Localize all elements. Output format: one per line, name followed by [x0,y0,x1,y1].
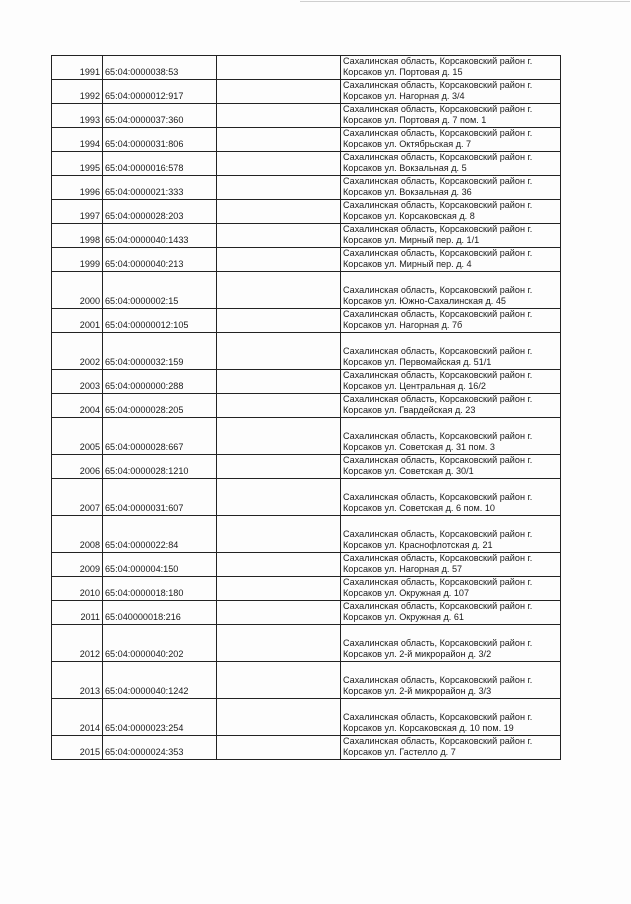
address-line-region: Сахалинская область, Корсаковский район г. [343,128,533,138]
address-line-street: Корсаков ул. Мирный пер. д. 4 [343,259,472,269]
address-line-region: Сахалинская область, Корсаковский район г. [343,529,533,539]
table-body [52,56,561,760]
table-row [52,553,561,577]
address-line-region: Сахалинская область, Корсаковский район г. [343,309,533,319]
address-line-region: Сахалинская область, Корсаковский район г. [343,152,533,162]
table-row [52,152,561,176]
address-line-street: Корсаков ул. Окружная д. 107 [343,588,470,598]
address-cell [341,56,561,80]
empty-cell [217,224,341,248]
empty-cell [217,699,341,736]
cadastral-number: 65:04:0000000:288 [103,370,217,394]
address-line-region: Сахалинская область, Корсаковский район г. [343,553,533,563]
table-row [52,601,561,625]
address-line-region: Сахалинская область, Корсаковский район г. [343,736,533,746]
empty-cell [217,128,341,152]
address-line-street: Корсаков ул. 2-й микрорайон д. 3/2 [343,649,492,659]
empty-cell [217,601,341,625]
empty-cell [217,516,341,553]
address-line-region: Сахалинская область, Корсаковский район г. [343,675,533,685]
address-cell [341,625,561,662]
address-cell [341,370,561,394]
address-line-street: Корсаков ул. Гастелло д. 7 [343,747,456,757]
address-line-street: Корсаков ул. Нагорная д. 7б [343,320,463,330]
address-cell [341,553,561,577]
cadastral-number: 65:04:00000012:105 [103,309,217,333]
address-line-street: Корсаков ул. Краснофлотская д. 21 [343,540,493,550]
empty-cell [217,455,341,479]
address-line-street: Корсаков ул. Советская д. 30/1 [343,466,474,476]
table-row [52,516,561,553]
address-line-street: Корсаков ул. Нагорная д. 57 [343,564,463,574]
row-number: 1991 [52,56,103,80]
address-line-region: Сахалинская область, Корсаковский район г. [343,370,533,380]
address-cell [341,516,561,553]
address-line-region: Сахалинская область, Корсаковский район г. [343,346,533,356]
address-line-street: Корсаков ул. Первомайская д. 51/1 [343,357,492,367]
address-cell [341,152,561,176]
row-number: 2001 [52,309,103,333]
cadastral-number: 65:04:0000028:203 [103,200,217,224]
cadastral-number: 65:04:0000028:667 [103,418,217,455]
empty-cell [217,625,341,662]
empty-cell [217,577,341,601]
table-row [52,80,561,104]
cadastral-number: 65:04:0000021:333 [103,176,217,200]
empty-cell [217,479,341,516]
address-cell [341,128,561,152]
cadastral-number: 65:04:0000040:1433 [103,224,217,248]
address-line-street: Корсаков ул. Южно-Сахалинская д. 45 [343,296,506,306]
address-line-region: Сахалинская область, Корсаковский район г. [343,394,533,404]
address-cell [341,601,561,625]
address-line-street: Корсаков ул. Вокзальная д. 5 [343,163,467,173]
row-number: 1994 [52,128,103,152]
cadastral-number: 65:040000018:216 [103,601,217,625]
address-cell [341,662,561,699]
empty-cell [217,333,341,370]
address-cell [341,333,561,370]
address-line-street: Корсаков ул. Советская д. 6 пом. 10 [343,503,495,513]
table-row [52,309,561,333]
table-row [52,224,561,248]
address-line-region: Сахалинская область, Корсаковский район г. [343,492,533,502]
table-row [52,479,561,516]
cadastral-number: 65:04:0000040:213 [103,248,217,272]
empty-cell [217,152,341,176]
table-row [52,333,561,370]
table-row [52,736,561,760]
address-cell [341,418,561,455]
row-number: 1997 [52,200,103,224]
empty-cell [217,662,341,699]
address-line-region: Сахалинская область, Корсаковский район г. [343,224,533,234]
cadastral-number: 65:04:0000016:578 [103,152,217,176]
table-row [52,56,561,80]
row-number: 2005 [52,418,103,455]
empty-cell [217,56,341,80]
table-row [52,370,561,394]
cadastral-number: 65:04:0000024:353 [103,736,217,760]
cadastral-number: 65:04:0000022:84 [103,516,217,553]
cadastral-number: 65:04:0000040:202 [103,625,217,662]
address-cell [341,577,561,601]
cadastral-number: 65:04:0000023:254 [103,699,217,736]
row-number: 1999 [52,248,103,272]
address-cell [341,248,561,272]
table-row [52,394,561,418]
cadastral-number: 65:04:0000031:806 [103,128,217,152]
address-line-region: Сахалинская область, Корсаковский район г. [343,56,533,66]
row-number: 1993 [52,104,103,128]
table-row [52,625,561,662]
row-number: 2002 [52,333,103,370]
address-line-street: Корсаков ул. Центральная д. 16/2 [343,381,486,391]
empty-cell [217,176,341,200]
row-number: 1998 [52,224,103,248]
cadastral-number: 65:04:0000012:917 [103,80,217,104]
address-line-street: Корсаков ул. Портовая д. 7 пом. 1 [343,115,487,125]
property-registry-table [51,55,561,760]
address-cell [341,176,561,200]
address-line-region: Сахалинская область, Корсаковский район г. [343,431,533,441]
empty-cell [217,418,341,455]
address-line-region: Сахалинская область, Корсаковский район г. [343,80,533,90]
address-line-street: Корсаков ул. Нагорная д. 3/4 [343,91,465,101]
address-cell [341,736,561,760]
empty-cell [217,200,341,224]
address-cell [341,479,561,516]
row-number: 1992 [52,80,103,104]
address-line-street: Корсаков ул. 2-й микрорайон д. 3/3 [343,686,492,696]
row-number: 2007 [52,479,103,516]
address-line-region: Сахалинская область, Корсаковский район г. [343,455,533,465]
address-cell [341,394,561,418]
row-number: 2006 [52,455,103,479]
address-line-street: Корсаков ул. Советская д. 31 пом. 3 [343,442,495,452]
empty-cell [217,370,341,394]
row-number: 2010 [52,577,103,601]
address-line-region: Сахалинская область, Корсаковский район г. [343,176,533,186]
scan-edge-line [300,1,630,2]
table-row [52,200,561,224]
empty-cell [217,553,341,577]
cadastral-number: 65:04:000004:150 [103,553,217,577]
cadastral-number: 65:04:0000028:205 [103,394,217,418]
address-line-region: Сахалинская область, Корсаковский район г. [343,200,533,210]
address-line-street: Корсаков ул. Гвардейская д. 23 [343,405,476,415]
table-row [52,248,561,272]
address-line-region: Сахалинская область, Корсаковский район г. [343,601,533,611]
empty-cell [217,309,341,333]
row-number: 2012 [52,625,103,662]
address-cell [341,224,561,248]
address-line-region: Сахалинская область, Корсаковский район г. [343,248,533,258]
table-row [52,699,561,736]
row-number: 2015 [52,736,103,760]
cadastral-number: 65:04:0000018:180 [103,577,217,601]
row-number: 2008 [52,516,103,553]
address-cell [341,455,561,479]
row-number: 2011 [52,601,103,625]
address-line-region: Сахалинская область, Корсаковский район г. [343,712,533,722]
cadastral-number: 65:04:0000040:1242 [103,662,217,699]
row-number: 2009 [52,553,103,577]
table-row [52,104,561,128]
address-line-street: Корсаков ул. Октябрьская д. 7 [343,139,472,149]
address-cell [341,200,561,224]
row-number: 2014 [52,699,103,736]
table-row [52,128,561,152]
address-line-street: Корсаков ул. Корсаковская д. 10 пом. 19 [343,723,514,733]
cadastral-number: 65:04:0000037:360 [103,104,217,128]
row-number: 2003 [52,370,103,394]
table-row [52,662,561,699]
address-line-region: Сахалинская область, Корсаковский район г. [343,285,533,295]
address-line-street: Корсаков ул. Мирный пер. д. 1/1 [343,235,480,245]
row-number: 1996 [52,176,103,200]
empty-cell [217,394,341,418]
address-line-region: Сахалинская область, Корсаковский район г. [343,577,533,587]
row-number: 2004 [52,394,103,418]
address-line-street: Корсаков ул. Портовая д. 15 [343,67,463,77]
row-number: 2013 [52,662,103,699]
address-line-street: Корсаков ул. Окружная д. 61 [343,612,464,622]
empty-cell [217,248,341,272]
address-line-region: Сахалинская область, Корсаковский район г. [343,638,533,648]
cadastral-number: 65:04:0000002:15 [103,272,217,309]
address-cell [341,104,561,128]
address-cell [341,699,561,736]
table-row [52,577,561,601]
cadastral-number: 65:04:0000038:53 [103,56,217,80]
address-cell [341,272,561,309]
address-cell [341,309,561,333]
table-row [52,418,561,455]
address-line-region: Сахалинская область, Корсаковский район г. [343,104,533,114]
empty-cell [217,104,341,128]
cadastral-number: 65:04:0000028:1210 [103,455,217,479]
row-number: 1995 [52,152,103,176]
table-row [52,176,561,200]
empty-cell [217,272,341,309]
empty-cell [217,736,341,760]
table-row [52,272,561,309]
cadastral-number: 65:04:0000032:159 [103,333,217,370]
empty-cell [217,80,341,104]
cadastral-number: 65:04:0000031:607 [103,479,217,516]
address-cell [341,80,561,104]
address-line-street: Корсаков ул. Корсаковская д. 8 [343,211,475,221]
row-number: 2000 [52,272,103,309]
table-row [52,455,561,479]
address-line-street: Корсаков ул. Вокзальная д. 36 [343,187,472,197]
